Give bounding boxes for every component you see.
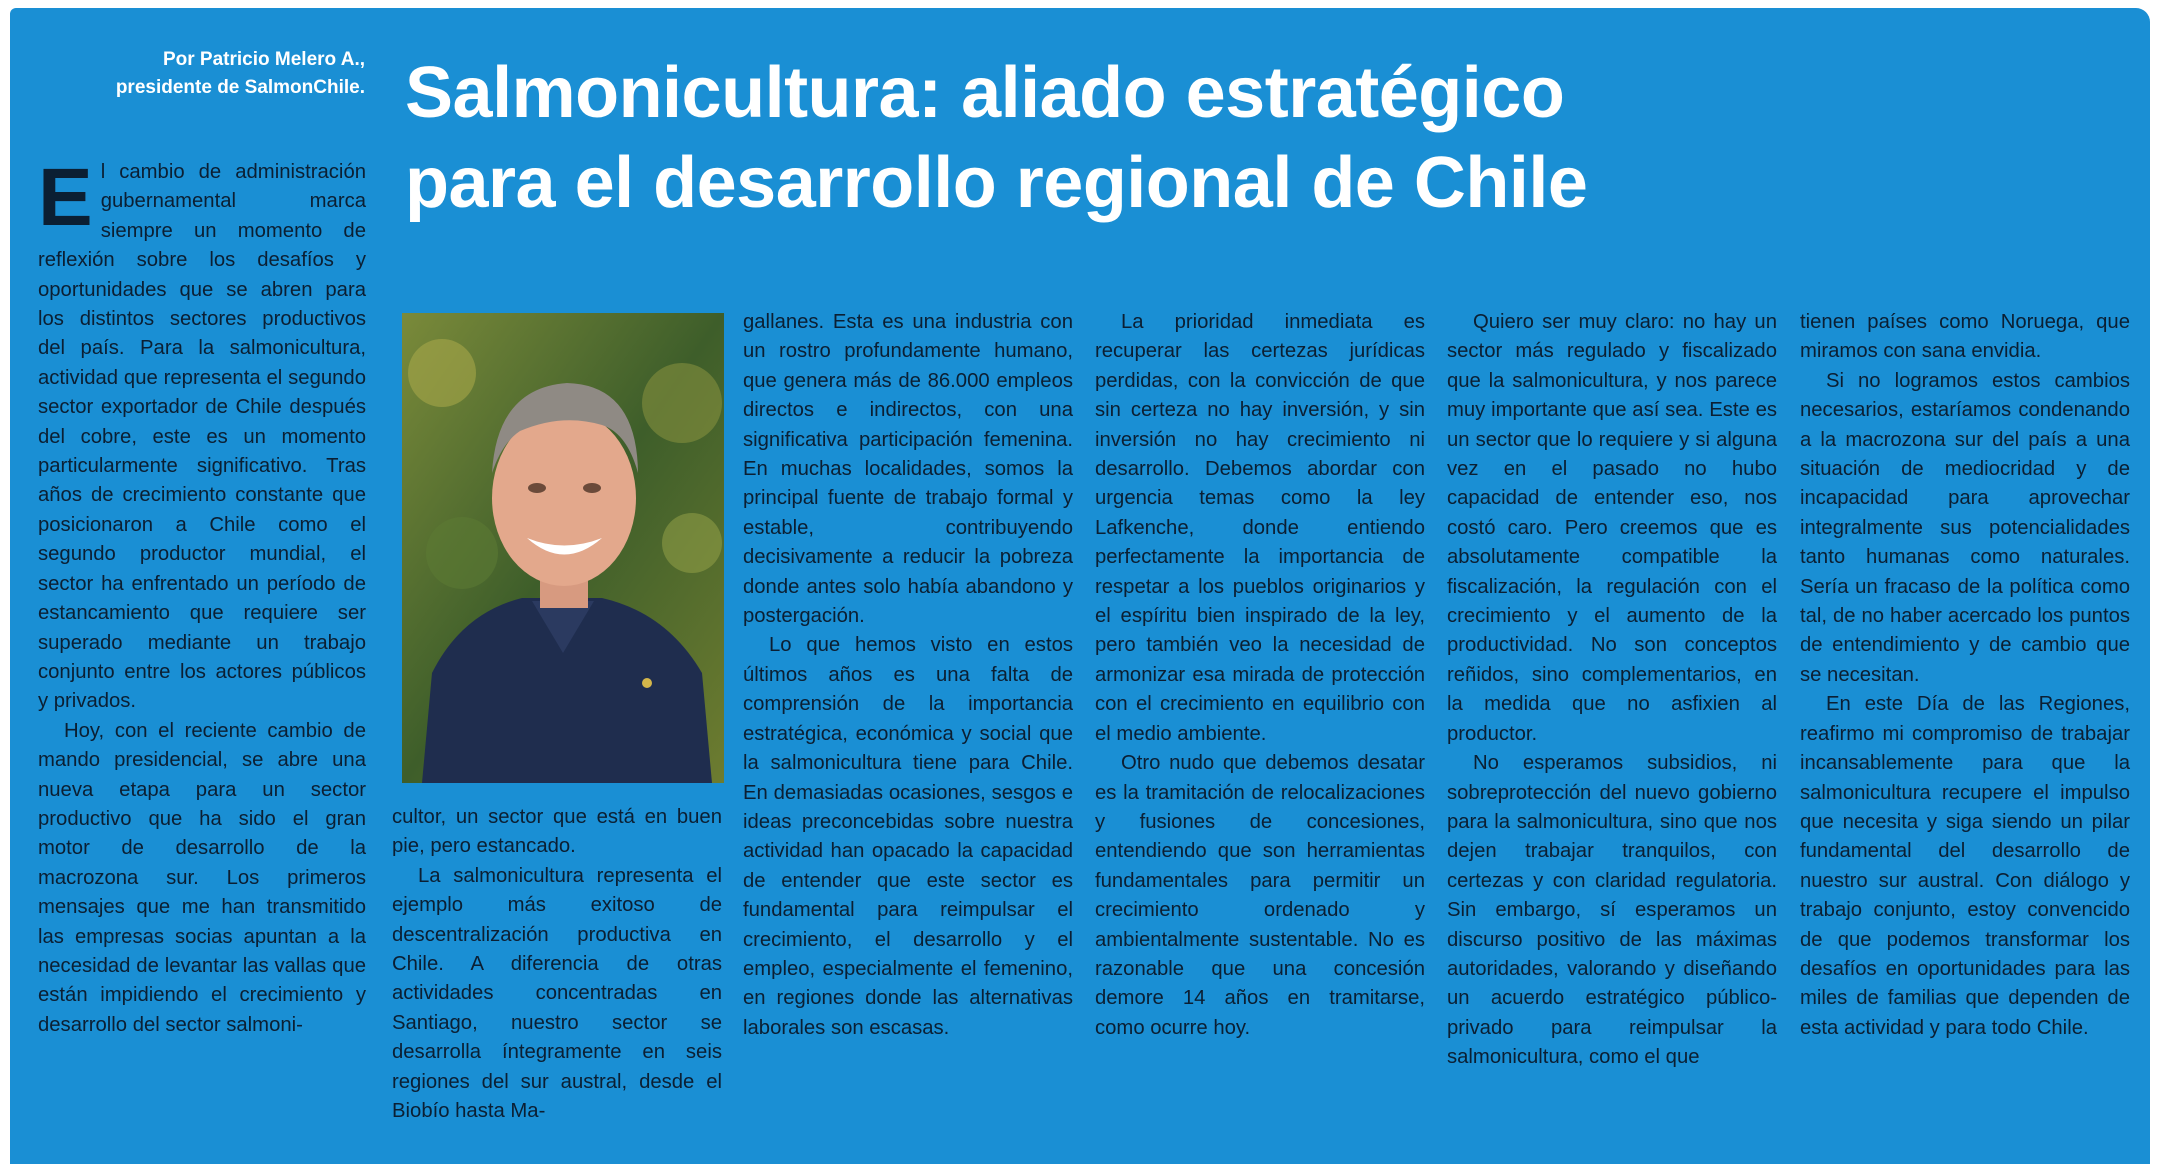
title-line-1: Salmonicultura: aliado estratégico	[405, 53, 1565, 133]
paragraph: Si no logramos estos cambios necesarios, estaríamos condenando a la macrozona sur del país a una situación de mediocridad y de incapacidad para aprovechar integralmente sus potencialidades tanto humanas como naturales. Sería un fracaso de la política como tal, de no haber acercado los puntos de entendimiento y de cambio que se necesitan.	[1800, 369, 2130, 686]
paragraph: Quiero ser muy claro: no hay un sector más regulado y fiscalizado que la salmonicultura, y nos parece muy importante que así sea. Este es un sector que lo requiere y si alguna vez en el pasado no hubo capacidad de entender eso, nos costó caro. Pero creemos que es absolutamente compatible la fiscalización, la regulación con el crecimiento y el aumento de la productividad. No son conceptos reñidos, sino complementarios, en la medida que no asfixien al productor.	[1447, 311, 1777, 745]
paragraph: No esperamos subsidios, ni sobreprotección del nuevo gobierno para la salmonicultura, sino que nos dejen trabajar tranquilos, con certezas y con claridad regulatoria. Sin embargo, sí esperamos un discurso positivo de las máximas autoridades, valorando y diseñando un acuerdo estratégico público-privado para reimpulsar la salmonicultura, como el que	[1447, 752, 1777, 1069]
paragraph: tienen países como Noruega, que miramos con sana envidia.	[1800, 311, 2130, 363]
text-column-1	[38, 152, 366, 1148]
text-column-4	[1095, 308, 1425, 1148]
text-column-2	[392, 803, 722, 1148]
article-panel	[10, 8, 2150, 1164]
paragraph-text: l cambio de administración gubernamental marca siempre un momento de reflexión sobre los desafíos y oportunidades que se abren para los distintos sectores productivos del país. Para la salmonicultura, actividad que representa el segundo sector exportador de Chile después del cobre, este es un momento particularmente significativo. Tras años de crecimiento constante que posicionaron a Chile como el segundo productor mundial, el sector ha enfrentado un período de estancamiento que requiere ser superado mediante un trabajo conjunto entre los actores públicos y privados.	[38, 161, 366, 713]
article-title	[405, 48, 2145, 228]
byline-role: presidente de SalmonChile.	[115, 77, 365, 98]
text-column-5	[1447, 308, 1777, 1148]
paragraph: La prioridad inmediata es recuperar las certezas jurídicas perdidas, con la convicción de que sin certeza no hay inversión, y sin inversión no hay crecimiento ni desarrollo. Debemos abordar con urgencia temas como la ley Lafkenche, donde entiendo perfectamente la importancia de respetar a los pueblos originarios y el espíritu bien inspirado de la ley, pero también veo la necesidad de armonizar esa mirada de protección con el crecimiento en equilibrio con el medio ambiente.	[1095, 311, 1425, 745]
byline	[40, 46, 365, 102]
paragraph: La salmonicultura representa el ejemplo más exitoso de descentralización productiva en Chile. A diferencia de otras actividades concentradas en Santiago, nuestro sector se desarrolla íntegramente en seis regiones del sur austral, desde el Biobío hasta Ma-	[392, 864, 722, 1123]
paragraph: En este Día de las Regiones, reafirmo mi compromiso de trabajar incansablemente para que la salmonicultura recupere el impulso que necesita y siga siendo un pilar fundamental del desarrollo de nuestro sur austral. Con diálogo y trabajo conjunto, estoy convencido de que podemos transformar los desafíos en oportunidades para las miles de familias que dependen de esta actividad y para todo Chile.	[1800, 693, 2130, 1039]
paragraph: gallanes. Esta es una industria con un rostro profundamente humano, que genera más de 86.000 empleos directos e indirectos, con una significativa participación femenina. En muchas localidades, somos la principal fuente de trabajo formal y estable, contribuyendo decisivamente a reducir la pobreza donde antes solo había abandono y postergación.	[743, 311, 1073, 628]
text-column-6	[1800, 308, 2130, 1148]
author-photo	[402, 313, 724, 783]
author-portrait-icon	[402, 313, 724, 783]
paragraph: Lo que hemos visto en estos últimos años es una falta de comprensión de la importancia estratégica, económica y social que la salmonicultura tiene para Chile. En demasiadas ocasiones, sesgos e ideas preconcebidas sobre nuestra actividad han opacado la capacidad de entender que este sector es fundamental para reimpulsar el crecimiento, el desarrollo y el empleo, especialmente el femenino, en regiones donde las alternativas laborales son escasas.	[743, 634, 1073, 1039]
text-column-3	[743, 308, 1073, 1148]
drop-cap: E	[38, 152, 93, 243]
paragraph	[38, 152, 366, 717]
paragraph: cultor, un sector que está en buen pie, pero estancado.	[392, 806, 722, 858]
paragraph: Otro nudo que debemos desatar es la tramitación de relocalizaciones y fusiones de concesiones, entendiendo que son herramientas fundamentales para permitir un crecimiento ordenado y ambientalmente sustentable. No es razonable que una concesión demore 14 años en tramitarse, como ocurre hoy.	[1095, 752, 1425, 1039]
paragraph: Hoy, con el reciente cambio de mando presidencial, se abre una nueva etapa para un sector productivo que ha sido el gran motor de desarrollo de la macrozona sur. Los primeros mensajes que me han transmitido las empresas socias apuntan a la necesidad de levantar las vallas que están impidiendo el crecimiento y desarrollo del sector salmoni-	[38, 719, 366, 1036]
byline-name: Por Patricio Melero A.,	[162, 49, 365, 70]
title-line-2: para el desarrollo regional de Chile	[405, 143, 1588, 223]
